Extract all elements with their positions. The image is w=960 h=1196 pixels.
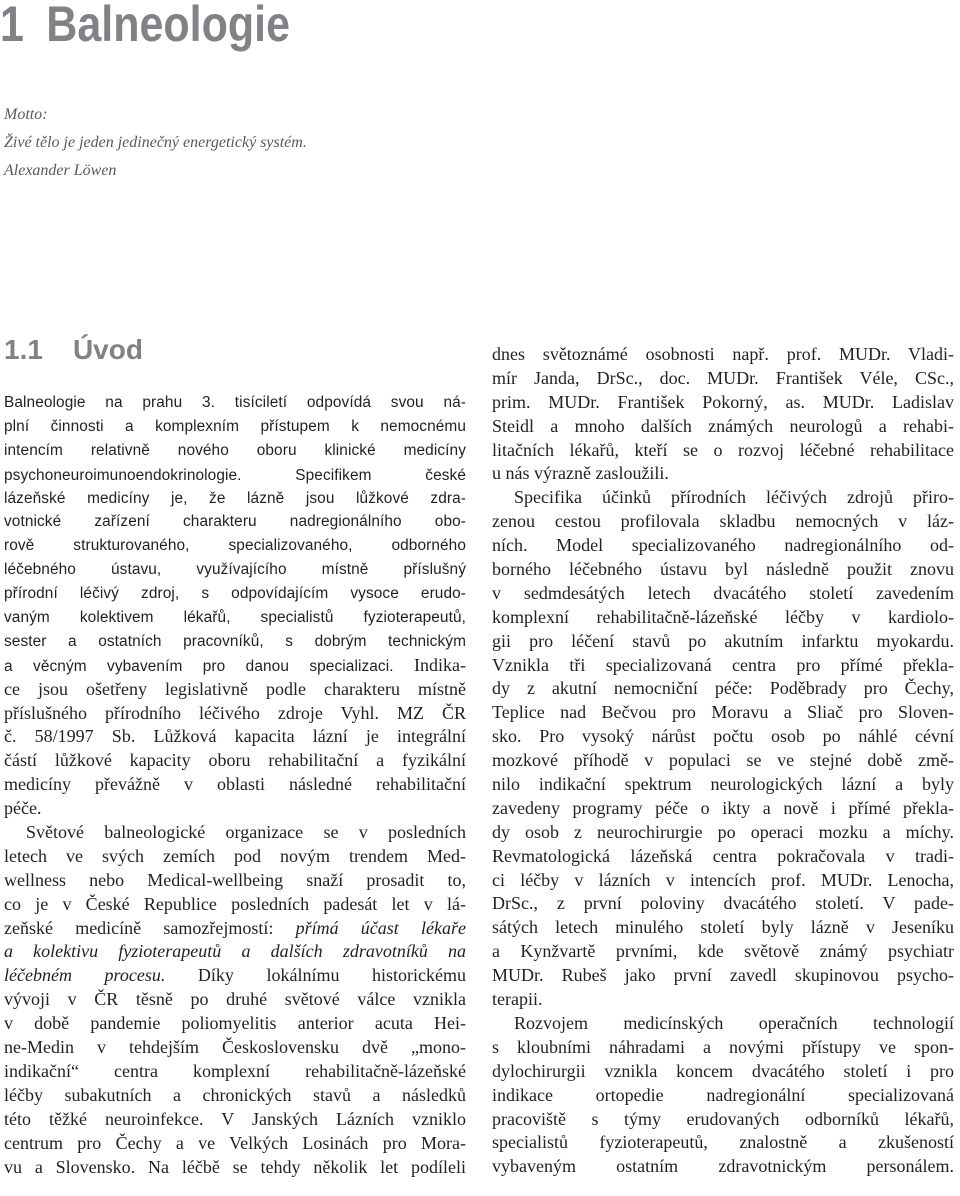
text-line: léčby subakutních a chronických stavů a následků <box>4 1084 466 1105</box>
text-line: lázeňské medicíny je, že lázně jsou lůžkové zdra- <box>4 489 466 507</box>
text-line: pracoviště s týmy erudovaných odborníků lékařů, <box>492 1108 954 1129</box>
text-line: Teplice nad Bečvou pro Moravu a Sliač pro Sloven- <box>492 702 954 723</box>
text-line: dylochirurgii vznikla koncem dvacátého století i pro <box>492 1060 954 1081</box>
text-line: centrum pro Čechy a ve Velkých Losinách pro Mora- <box>4 1132 466 1153</box>
text-line: mozkové příhodě v populaci se ve stejné době změ- <box>492 750 954 771</box>
text-line: ce jsou ošetřeny legislativně podle charakteru místně <box>4 678 466 699</box>
text-line: mír Janda, DrSc., doc. MUDr. František Véle, CSc., <box>492 367 954 388</box>
text-line: DrSc., z první poloviny dvacátého století. V pade- <box>492 893 954 914</box>
chapter-number: 1 <box>0 0 24 52</box>
text-line: intencím relativně nového oboru klinické medicíny <box>4 441 466 459</box>
text-line: nilo indikační spektrum neurologických lázní a byly <box>492 774 954 795</box>
text-line: litačních lékařů, kteří se o rozvoj léčebné rehabilitace <box>492 439 954 460</box>
text-span: Indika- <box>414 654 466 675</box>
section-number: 1.1 <box>4 334 43 365</box>
chapter-title-text: Balneologie <box>46 0 290 52</box>
text-line: prim. MUDr. František Pokorný, as. MUDr. Ladislav <box>492 391 954 412</box>
motto <box>4 101 307 185</box>
text-line: borného léčebného ústavu byl následně použit znovu <box>492 559 954 580</box>
text-line: částí lůžkové kapacity oboru rehabilitační a fyzikální <box>4 750 466 771</box>
text-line: příslušného přírodního léčivého zdroje Vyhl. MZ ČR <box>4 702 466 723</box>
text-line: letech ve svých zemích pod novým trendem Med- <box>4 845 466 866</box>
text-line: ních. Model specializovaného nadregionálního od- <box>492 535 954 556</box>
text-line: votnické zařízení charakteru nadregionálního obo- <box>4 513 466 531</box>
text-line: u nás výrazně zasloužili. <box>492 463 669 484</box>
text-line: dy osob z neurochirurgie po operaci mozku a míchy. <box>492 821 954 842</box>
text-line: zenou cestou profilovala skladbu nemocných v láz- <box>492 511 954 532</box>
text-line: MUDr. Rubeš jako první zavedl skupinovou psycho- <box>492 965 954 986</box>
text-span: léčebném procesu. <box>4 965 166 986</box>
text-line: indikační“ centra komplexní rehabilitačně-lázeňské <box>4 1060 466 1081</box>
text-line: péče. <box>4 798 42 819</box>
text-line: terapii. <box>492 989 543 1010</box>
text-line: vybaveným ostatním zdravotnickým personálem. <box>492 1156 954 1177</box>
section-title <box>4 330 143 370</box>
text-line: sko. Pro vysoký nárůst počtu osob po náhlé cévní <box>492 726 954 747</box>
text-line: specialistů fyzioterapeutů, znalostně a zkušeností <box>492 1132 954 1153</box>
motto-author: Alexander Löwen <box>4 162 117 179</box>
text-line: Vznikla tři specializovaná centra pro přímé překla- <box>492 654 954 675</box>
text-line: Rozvojem medicínských operačních technologií <box>514 1012 954 1033</box>
text-line: Steidl a mnoho dalších známých neurologů a rehabi- <box>492 415 954 436</box>
text-span: a věcným vybavením pro danou specializaci. <box>4 657 415 675</box>
text-line: Revmatologická lázeňská centra pokračovala v tradi- <box>492 845 954 866</box>
text-line <box>4 917 466 941</box>
text-line: Balneologie na prahu 3. tisíciletí odpovídá svou ná- <box>4 394 466 411</box>
text-line: s kloubními náhradami a novými přístupy ve spon- <box>492 1036 954 1057</box>
text-span: Díky lokálnímu historickému <box>165 965 466 986</box>
text-line: v sedmdesátých letech dvacátého století zavedením <box>492 582 954 603</box>
text-line: dy z akutní nemocniční péče: Poděbrady pro Čechy, <box>492 678 954 699</box>
text-line: léčebného ústavu, využívajícího místně příslušný <box>4 561 466 579</box>
text-span: psychoneuroimunoendokrinologie. <box>4 466 296 484</box>
text-line: této těžké neuroinfekce. V Janských Lázních vzniklo <box>4 1108 466 1129</box>
text-line: komplexní rehabilitačně-lázeňské léčby v kardiolo- <box>492 606 954 627</box>
text-line: vývoji v ČR těsně po druhé světové válce vznikla <box>4 989 466 1010</box>
text-line: přírodní léčivý zdroj, s odpovídajícím vysoce erudo- <box>4 585 466 603</box>
text-line <box>4 654 466 678</box>
text-line: ne-Medin v tehdejším Československu dvě „mono- <box>4 1037 466 1058</box>
text-line: plní činnosti a komplexním přístupem k nemocnému <box>4 417 466 435</box>
section-title-text: Úvod <box>72 334 143 365</box>
text-line: ci léčby v lázních v intencích prof. MUDr. Lenocha, <box>492 869 954 890</box>
motto-quote: Živé tělo je jeden jedinečný energetický systém. <box>4 134 307 151</box>
text-line <box>4 964 466 988</box>
text-line: rově strukturovaného, specializovaného, odborného <box>4 537 466 555</box>
text-line: Specifika účinků přírodních léčivých zdrojů přiro- <box>514 487 954 508</box>
chapter-title <box>0 0 290 54</box>
text-line: vaným kolektivem lékařů, specialistů fyzioterapeutů, <box>4 609 466 627</box>
text-line: vu a Slovensko. Na léčbě se tehdy několik let podíleli <box>4 1156 466 1177</box>
text-line: indikace ortopedie nadregionální specializovaná <box>492 1084 954 1105</box>
left-text-column <box>4 391 466 1179</box>
text-line: sester a ostatních pracovníků, s dobrým technickým <box>4 632 466 650</box>
text-line: dnes světoznámé osobnosti např. prof. MUDr. Vladi- <box>492 344 954 364</box>
text-line: sátých letech minulého století byly lázně v Jeseníku <box>492 917 954 938</box>
text-span: Specifikem české <box>295 466 466 484</box>
text-line: medicíny převážně v oblasti následné rehabilitační <box>4 774 466 795</box>
text-line: a kolektivu fyzioterapeutů a dalších zdravotníků na <box>4 941 466 962</box>
text-line: co je v České Republice posledních padesát let v lá- <box>4 893 466 914</box>
text-line: gii pro léčení stavů po akutním infarktu myokardu. <box>492 630 954 651</box>
text-span: přímá účast lékaře <box>295 917 466 938</box>
text-line: č. 58/1997 Sb. Lůžková kapacita lázní je integrální <box>4 726 466 747</box>
right-text-column <box>492 343 954 1179</box>
motto-label: Motto: <box>4 106 48 123</box>
text-line: Světové balneologické organizace se v posledních <box>26 822 466 843</box>
text-line: v době pandemie poliomyelitis anterior acuta Hei- <box>4 1013 466 1034</box>
text-span: zeňské medicíně samozřejmostí: <box>4 917 296 938</box>
text-line: a Kynžvartě prvními, kde světově známý psychiatr <box>492 941 954 962</box>
text-line <box>4 463 466 487</box>
text-line: zavedeny programy péče o ikty a nově i přímé překla- <box>492 797 954 818</box>
text-line: wellness nebo Medical-wellbeing snaží prosadit to, <box>4 869 466 890</box>
